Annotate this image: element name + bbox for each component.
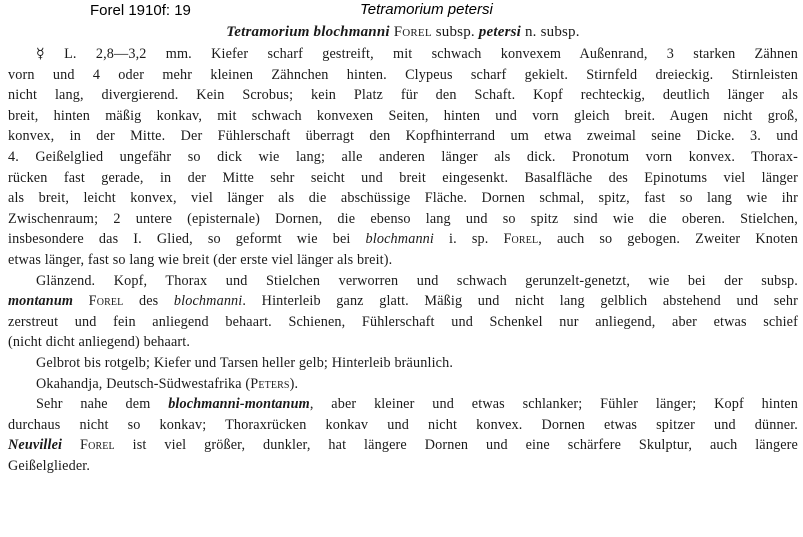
species-name-italic: blochmanni-montanum bbox=[168, 396, 310, 413]
text-line: nicht lang, divergierend. Kein Scrobus; kein Platz für den Schaft. Kopf rechteckig, deutlich länger als bbox=[8, 87, 798, 104]
text-line: als breit, leicht konvex, viel länger als die abschüssige Fläche. Dornen schmal, spitz, fast so lang wie ihr bbox=[8, 190, 798, 207]
text-line bbox=[8, 374, 798, 395]
text-line bbox=[8, 229, 798, 250]
text-line: vorn und 4 oder mehr kleinen Zähnchen hinten. Clypeus scharf gekielt. Stirnfeld dreieckig. Stirnleisten bbox=[8, 66, 798, 83]
text-segment: . Hinterleib ganz glatt. Mäßig und nicht lang gelblich abstehend und sehr bbox=[242, 293, 798, 310]
text-segment: Sehr nahe dem bbox=[36, 396, 169, 413]
title-status: n. subsp. bbox=[524, 24, 580, 40]
taxon-name-header: Tetramorium petersi bbox=[360, 1, 493, 18]
text-line: durchaus nicht so konkav; Thoraxrücken konkav und nicht konvex. Dornen etwas spitzer und dünner. bbox=[8, 416, 798, 433]
title-author: Forel bbox=[393, 24, 432, 40]
text-line bbox=[8, 394, 798, 415]
species-name-italic: blochmanni bbox=[365, 231, 435, 248]
author-name: Forel bbox=[503, 231, 539, 248]
text-line: 4. Geißelglied ungefähr so dick wie lang; alle anderen länger als dick. Pronotum vorn konvex. Thorax- bbox=[8, 148, 798, 165]
author-name: Forel bbox=[80, 437, 115, 454]
species-name-italic: blochmanni bbox=[173, 293, 243, 310]
subspecies-name-italic: montanum bbox=[8, 293, 74, 310]
text-segment: , aber kleiner und etwas schlanker; Fühler länger; Kopf hinten bbox=[309, 396, 798, 413]
title-rank: subsp. bbox=[435, 24, 475, 40]
text-line: konvex, in der Mitte. Der Fühlerschaft überragt den Kopfhinterrand um etwa zweimal seine Dicke. 3. und bbox=[8, 128, 798, 145]
paragraph-color bbox=[8, 353, 798, 374]
paragraph-locality bbox=[8, 374, 798, 395]
paragraph-comparison bbox=[8, 394, 798, 476]
author-name: Forel bbox=[88, 293, 124, 310]
text-line: rücken fast gerade, in der Mitte sehr seicht und breit eingesenkt. Basalfläche des Epinotums viel länger bbox=[8, 169, 798, 186]
scanned-page bbox=[8, 22, 798, 476]
text-line: (nicht dicht anliegend) behaart. bbox=[8, 334, 191, 351]
paragraph-description bbox=[8, 44, 798, 271]
text-line: etwas länger, fast so lang wie breit (der erste viel länger als breit). bbox=[8, 251, 393, 268]
title-genus-species: Tetramorium blochmanni bbox=[226, 24, 390, 40]
text-segment: des bbox=[123, 293, 174, 310]
text-segment: insbesondere das I. Glied, so geformt wie bei bbox=[8, 231, 366, 248]
text-segment: ). bbox=[289, 375, 299, 392]
text-line: Geißelglieder. bbox=[8, 457, 91, 474]
text-line: zerstreut und fein anliegend behaart. Schienen, Fühlerschaft und Schenkel nur anliegend, aber etwas schief bbox=[8, 313, 798, 330]
citation-reference: Forel 1910f: 19 bbox=[90, 2, 191, 19]
text-line bbox=[8, 435, 798, 456]
species-title bbox=[8, 22, 798, 42]
collector-name: Peters bbox=[250, 375, 290, 392]
title-subspecies: petersi bbox=[478, 24, 522, 40]
paragraph-sculpture bbox=[8, 271, 798, 353]
text-line: Zwischenraum; 2 untere (episternale) Dornen, die ebenso lang und so spitz sind wie die oberen. Stielchen, bbox=[8, 210, 798, 227]
text-segment: ist viel größer, dunkler, hat längere Dornen und eine schärfere Skulptur, auch längere bbox=[114, 437, 798, 454]
text-segment: i. sp. bbox=[434, 231, 504, 248]
text-segment: , auch so gebogen. Zweiter Knoten bbox=[538, 231, 798, 248]
text-line: ☿ L. 2,8—3,2 mm. Kiefer scharf gestreift, mit schwach konvexem Außenrand, 3 starken Zähnen bbox=[36, 46, 798, 62]
species-name-italic: Neuvillei bbox=[8, 437, 63, 454]
text-line: Gelbrot bis rotgelb; Kiefer und Tarsen heller gelb; Hinterleib bräunlich. bbox=[36, 354, 454, 371]
text-line: Glänzend. Kopf, Thorax und Stielchen verworren und schwach gerunzelt-genetzt, wie bei der subsp. bbox=[36, 272, 798, 289]
text-line bbox=[8, 291, 798, 312]
text-segment: Okahandja, Deutsch-Südwestafrika ( bbox=[36, 375, 251, 392]
text-line: breit, hinten mäßig konkav, mit schwach konvexen Seiten, hinten und vorn gleich breit. Augen nicht groß, bbox=[8, 107, 798, 124]
